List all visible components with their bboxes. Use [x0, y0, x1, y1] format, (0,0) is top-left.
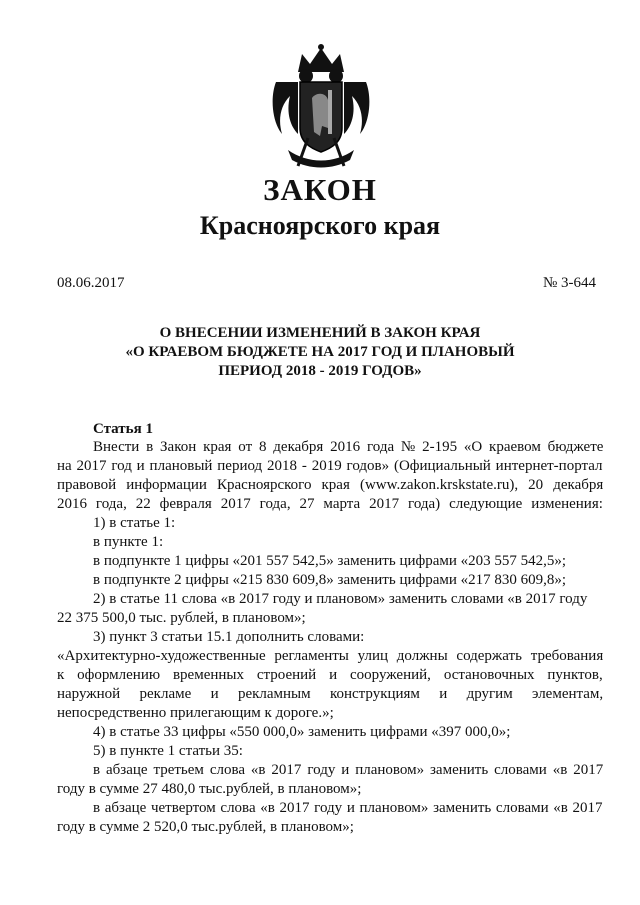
body-line: 2016 года, 22 февраля 2017 года, 27 марта 2017 года) следующие изменения:	[57, 496, 603, 512]
body-line: 3) пункт 3 статьи 15.1 дополнить словами:	[93, 629, 365, 645]
body-line: к оформлению временных строений и сооружений, остановочных пунктов,	[57, 667, 603, 683]
body-line: в абзаце четвертом слова «в 2017 году и плановом» заменить словами «в 2017	[93, 800, 603, 816]
document-subtitle: Красноярского края	[199, 211, 441, 240]
body-line: в абзаце третьем слова «в 2017 году и плановом» заменить словами «в 2017	[93, 762, 604, 778]
body-line: Внести в Закон края от 8 декабря 2016 года № 2-195 «О краевом бюджете	[93, 439, 604, 455]
body-line: наружной рекламе и рекламным конструкциям и другим элементам,	[57, 686, 604, 702]
body-line: 22 375 500,0 тыс. рублей, в плановом»;	[57, 610, 306, 626]
body-line: непосредственно прилегающим к дороге.»;	[57, 705, 334, 721]
law-date: 08.06.2017	[57, 275, 125, 291]
body-line: году в сумме 2 520,0 тыс.рублей, в плановом»;	[57, 819, 354, 835]
body-line: «Архитектурно-художественные регламенты улиц должны содержать требования	[57, 648, 604, 664]
body-line: году в сумме 27 480,0 тыс.рублей, в плановом»;	[57, 781, 362, 797]
document-title: ЗАКОН	[263, 172, 377, 207]
coat-of-arms-icon	[268, 42, 374, 172]
body-line: 2) в статье 11 слова «в 2017 году и плановом» заменить словами «в 2017 году	[93, 591, 588, 607]
body-line: в подпункте 2 цифры «215 830 609,8» заменить цифрами «217 830 609,8»;	[93, 572, 567, 588]
law-number: № 3-644	[542, 275, 596, 291]
body-line: в пункте 1:	[93, 534, 164, 550]
body-line: в подпункте 1 цифры «201 557 542,5» заменить цифрами «203 557 542,5»;	[93, 553, 567, 569]
article-heading: Статья 1	[93, 421, 153, 437]
body-line: 4) в статье 33 цифры «550 000,0» заменить цифрами «397 000,0»;	[93, 724, 511, 740]
body-line: 5) в пункте 1 статьи 35:	[93, 743, 243, 759]
subject-line-1: О ВНЕСЕНИИ ИЗМЕНЕНИЙ В ЗАКОН КРАЯ	[159, 325, 481, 341]
subject-line-2: «О КРАЕВОМ БЮДЖЕТЕ НА 2017 ГОД И ПЛАНОВЫЙ	[125, 344, 515, 360]
subject-line-3: ПЕРИОД 2018 - 2019 ГОДОВ»	[218, 363, 422, 379]
body-line: на 2017 год и плановый период 2018 - 2019 годов» (Официальный интернет-портал	[57, 458, 603, 474]
body-line: 1) в статье 1:	[93, 515, 176, 531]
body-line: правовой информации Красноярского края (www.zakon.krskstate.ru), 20 декабря	[57, 477, 604, 493]
